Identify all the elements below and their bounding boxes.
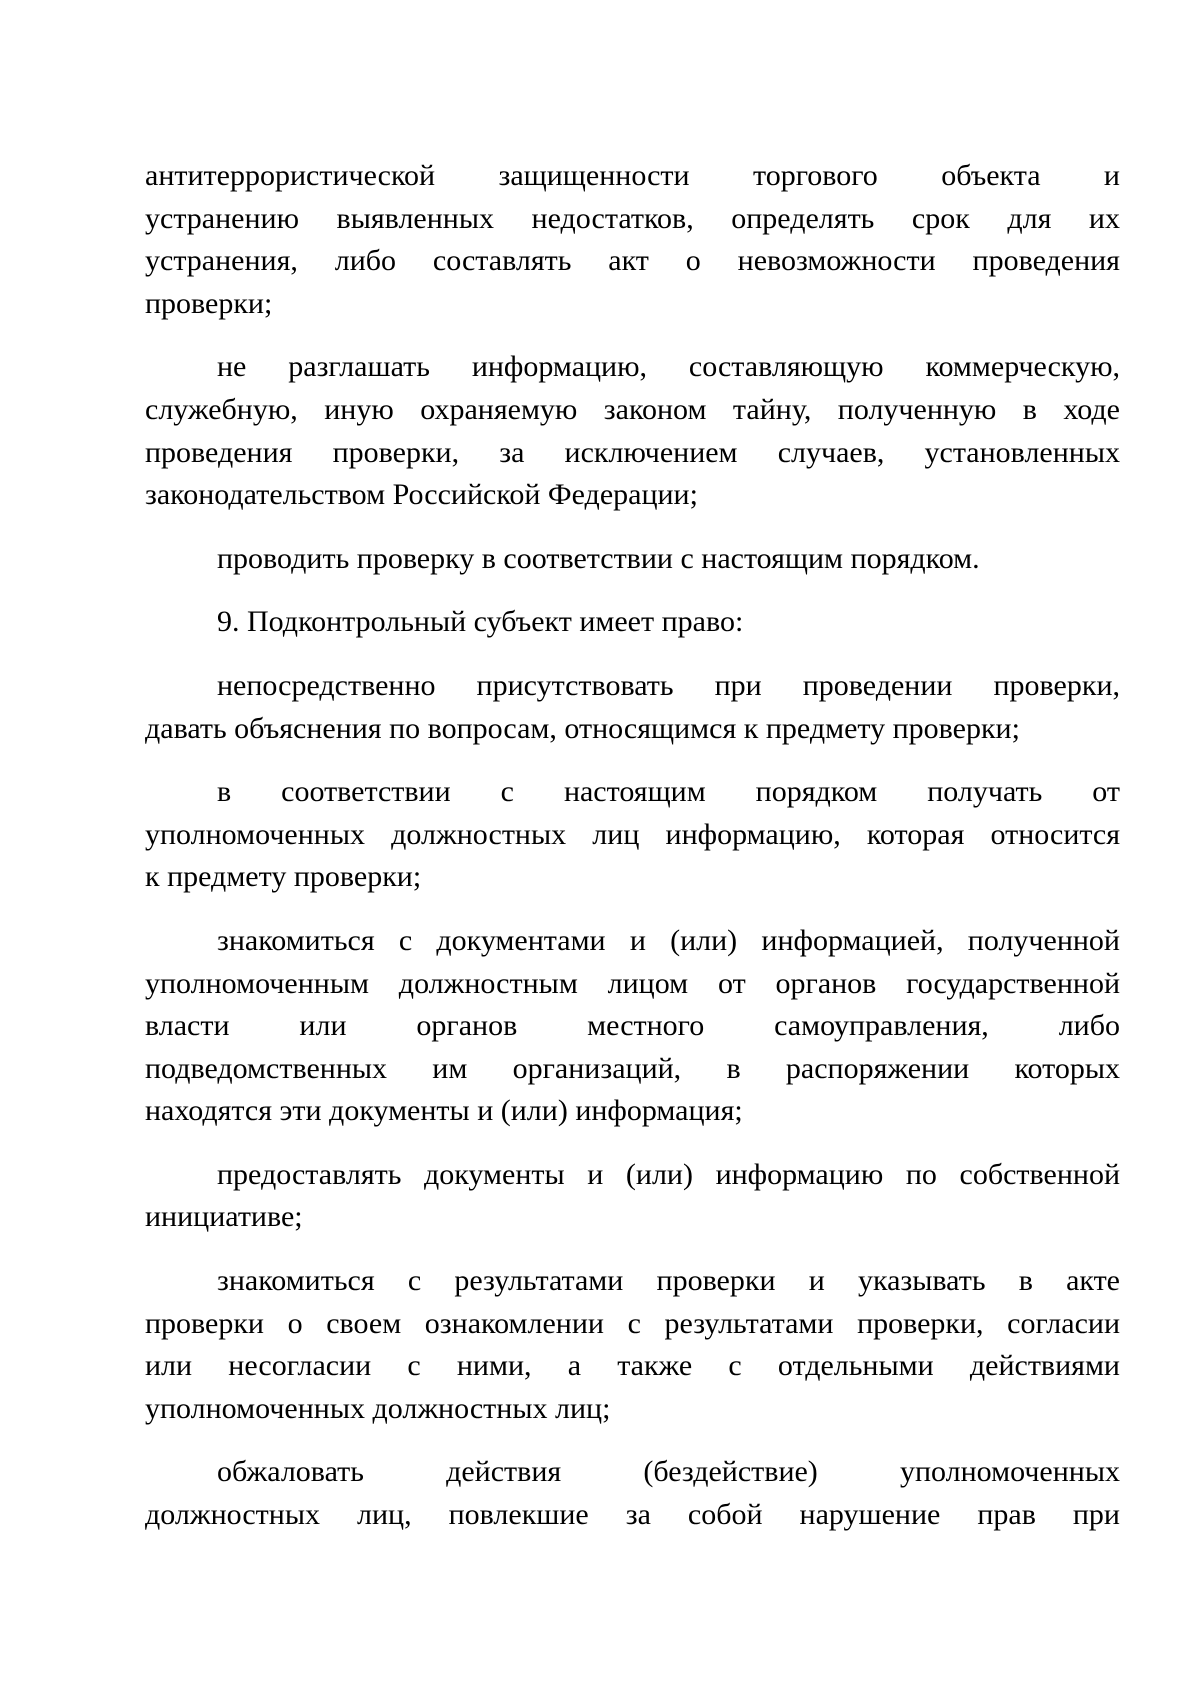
paragraph	[145, 155, 1120, 325]
text-line: знакомиться с документами и (или) информацией, полученной	[217, 923, 1120, 957]
paragraph	[145, 1451, 1120, 1536]
paragraph	[145, 920, 1120, 1133]
text-line: служебную, иную охраняемую законом тайну, полученную в ходе	[145, 392, 1120, 426]
text-line: устранения, либо составлять акт о невозможности проведения	[145, 244, 1120, 278]
text-line: 9. Подконтрольный субъект имеет право:	[217, 605, 744, 639]
text-line: инициативе;	[145, 1200, 303, 1234]
text-line: подведомственных им организаций, в распоряжении которых	[145, 1051, 1120, 1085]
text-line: проверки;	[145, 286, 273, 320]
paragraph	[145, 1154, 1120, 1239]
text-line: законодательством Российской Федерации;	[145, 478, 698, 512]
text-line: предоставлять документы и (или) информацию по собственной	[217, 1157, 1120, 1191]
paragraph	[145, 1260, 1120, 1430]
text-line: проведения проверки, за исключением случаев, установленных	[145, 435, 1120, 469]
text-line: находятся эти документы и (или) информация;	[145, 1094, 743, 1128]
text-line: уполномоченных должностных лиц информацию, которая относится	[145, 817, 1120, 851]
text-line: устранению выявленных недостатков, определять срок для их	[145, 201, 1120, 235]
text-line: знакомиться с результатами проверки и указывать в акте	[217, 1264, 1120, 1298]
text-line: проверки о своем ознакомлении с результатами проверки, согласии	[145, 1306, 1120, 1340]
text-line: власти или органов местного самоуправления, либо	[145, 1009, 1120, 1043]
paragraph	[145, 346, 1120, 516]
text-line: обжаловать действия (бездействие) уполномоченных	[217, 1455, 1120, 1489]
text-line: проводить проверку в соответствии с настоящим порядком.	[217, 541, 980, 575]
text-line: не разглашать информацию, составляющую коммерческую,	[217, 350, 1120, 384]
paragraph	[145, 665, 1120, 750]
text-line: или несогласии с ними, а также с отдельными действиями	[145, 1349, 1120, 1383]
section-heading	[145, 601, 1120, 644]
document-body	[145, 155, 1120, 1537]
text-line: антитеррористической защищенности торгового объекта и	[145, 159, 1120, 192]
text-line: уполномоченным должностным лицом от органов государственной	[145, 966, 1120, 1000]
text-line: к предмету проверки;	[145, 860, 422, 894]
text-line: давать объяснения по вопросам, относящимся к предмету проверки;	[145, 711, 1020, 745]
paragraph	[145, 538, 1120, 581]
text-line: непосредственно присутствовать при проведении проверки,	[217, 668, 1120, 702]
text-line: должностных лиц, повлекшие за собой нарушение прав при	[145, 1498, 1120, 1532]
paragraph	[145, 771, 1120, 899]
text-line: в соответствии с настоящим порядком получать от	[217, 775, 1120, 809]
text-line: уполномоченных должностных лиц;	[145, 1391, 611, 1425]
